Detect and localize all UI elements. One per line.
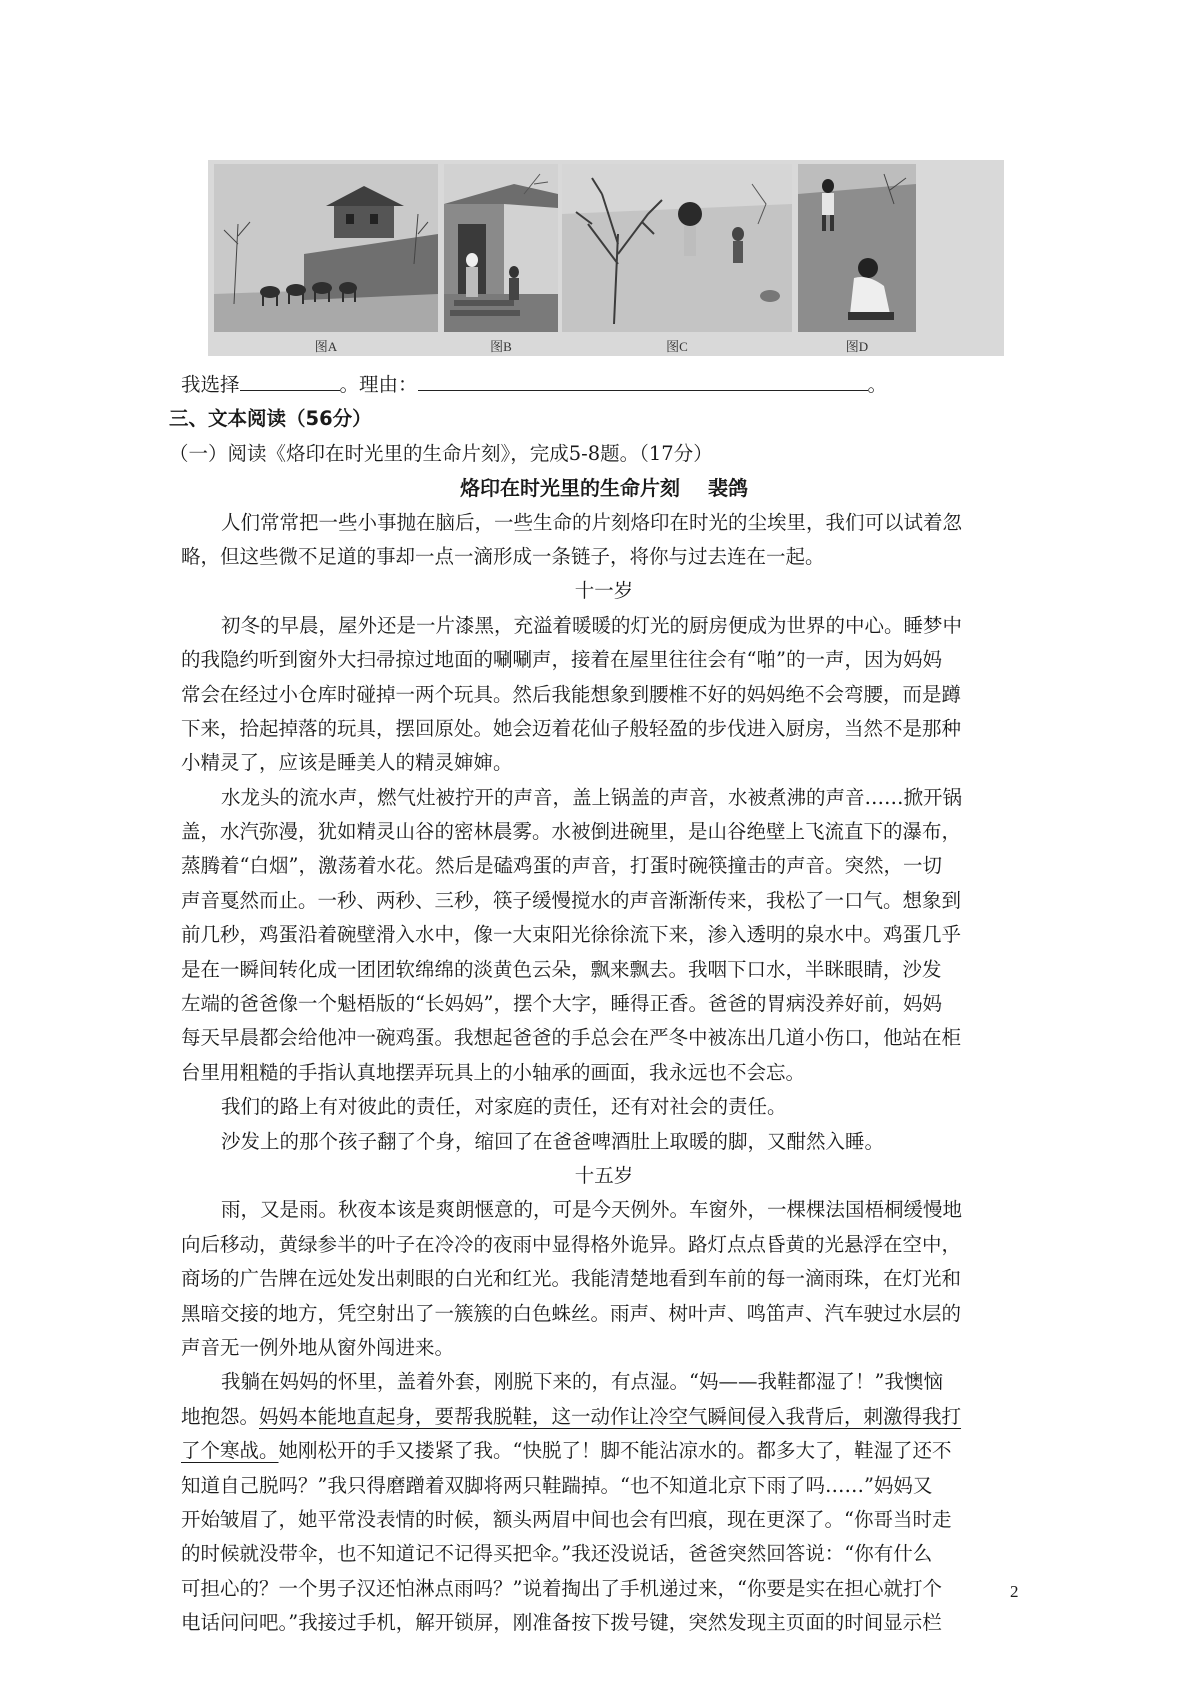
part2-p1-line: 声音无一例外地从窗外闯进来。 xyxy=(181,1335,455,1359)
part1-p1-line: 初冬的早晨，屋外还是一片漆黑，充溢着暖暖的灯光的厨房便成为世界的中心。睡梦中 xyxy=(221,613,963,637)
courtyard-family-doorway-sketch-icon xyxy=(444,164,558,332)
tree-children-yard-sketch-icon xyxy=(562,164,792,332)
part2-p2-line: 开始皱眉了，她平常没表情的时候，额头两眉中间也会有凹痕，现在更深了。“你哥当时走 xyxy=(181,1507,952,1531)
two-children-grass-sketch-icon xyxy=(798,164,916,332)
page-number: 2 xyxy=(1010,1582,1019,1601)
figure-a-caption: 图A xyxy=(314,339,338,354)
figure-a-image xyxy=(214,164,438,332)
part1-p2-line: 声音戛然而止。一秒、两秒、三秒，筷子缓慢搅水的声音渐渐传来，我松了一口气。想象到 xyxy=(181,888,962,912)
sub-heading: （一）阅读《烙印在时光里的生命片刻》，完成5-8题。（17分） xyxy=(169,441,713,465)
document-body xyxy=(169,368,1027,1640)
part1-p4: 沙发上的那个孩子翻了个身，缩回了在爸爸啤酒肚上取暖的脚，又酣然入睡。 xyxy=(221,1129,885,1153)
part1-p1-line: 常会在经过小仓库时碰掉一两个玩具。然后我能想象到腰椎不好的妈妈绝不会弯腰，而是蹲 xyxy=(181,682,962,706)
part2-p2-line: 可担心的？一个男子汉还怕淋点雨吗？”说着掏出了手机递过来，“你要是实在担心就打个 xyxy=(181,1576,942,1600)
part1-p2-line: 每天早晨都会给他冲一碗鸡蛋。我想起爸爸的手总会在严冬中被冻出几道小伤口，他站在柜 xyxy=(181,1026,962,1050)
part1-p1-line: 的我隐约听到窗外大扫帚掠过地面的唰唰声，接着在屋里往往会有“啪”的一声，因为妈妈 xyxy=(181,648,942,672)
part1-p2-line: 盖，水汽弥漫，犹如精灵山谷的密林晨雾。水被倒进碗里，是山谷绝壁上飞流直下的瀑布， xyxy=(181,820,962,844)
figure-strip xyxy=(208,160,1004,356)
part1-heading: 十一岁 xyxy=(574,579,634,603)
article-author: 裴鸽 xyxy=(708,476,748,501)
part2-p1-line: 向后移动，黄绿参半的叶子在冷冷的夜雨中显得格外诡异。路灯点点昏黄的光悬浮在空中， xyxy=(181,1232,962,1256)
figure-c-image xyxy=(562,164,792,332)
part2-p1-line: 商场的广告牌在远处发出刺眼的白光和红光。我能清楚地看到车前的每一滴雨珠，在灯光和 xyxy=(181,1267,962,1291)
part2-p2-line: 我躺在妈妈的怀里，盖着外套，刚脱下来的，有点湿。“妈——我鞋都湿了！”我懊恼 xyxy=(221,1370,943,1394)
figure-d-caption: 图D xyxy=(845,339,869,354)
part1-p1-line: 小精灵了，应该是睡美人的精灵婶婶。 xyxy=(181,751,513,775)
choice-blank[interactable] xyxy=(240,370,340,391)
part2-p2-line xyxy=(181,1434,1027,1468)
part1-p2-line: 前几秒，鸡蛋沿着碗壁滑入水中，像一大束阳光徐徐流下来，渗入透明的泉水中。鸡蛋几乎 xyxy=(181,923,962,947)
choose-label: 我选择 xyxy=(181,373,240,396)
figure-b-caption: 图B xyxy=(490,339,512,354)
part1-p2-line: 是在一瞬间转化成一团团软绵绵的淡黄色云朵，飘来飘去。我咽下口水，半眯眼睛，沙发 xyxy=(181,957,942,981)
part1-p3: 我们的路上有对彼此的责任，对家庭的责任，还有对社会的责任。 xyxy=(221,1095,787,1119)
part2-p2-plain: 地抱怨。 xyxy=(181,1404,260,1428)
part1-p1-line: 下来，拾起掉落的玩具，摆回原处。她会迈着花仙子般轻盈的步伐进入厨房，当然不是那种 xyxy=(181,716,962,740)
article-title-line xyxy=(181,471,1027,505)
underlined-sentence-end: 了个寒战。 xyxy=(181,1439,279,1463)
article-title: 烙印在时光里的生命片刻 xyxy=(460,476,680,501)
intro-line: 人们常常把一些小事抛在脑后，一些生命的片刻烙印在时光的尘埃里，我们可以试着忽 xyxy=(221,510,963,534)
part2-p1-line: 雨，又是雨。秋夜本该是爽朗惬意的，可是今天例外。车窗外，一棵棵法国梧桐缓慢地 xyxy=(221,1198,963,1222)
figure-b-image xyxy=(444,164,558,332)
answer-line xyxy=(181,368,1027,402)
reason-blank[interactable] xyxy=(418,370,868,391)
part2-p1-line: 黑暗交接的地方，凭空射出了一簇簇的白色蛛丝。雨声、树叶声、鸣笛声、汽车驶过水层的 xyxy=(181,1301,962,1325)
part2-p2-line: 电话问问吧。”我接过手机，解开锁屏，刚准备按下拨号键，突然发现主页面的时间显示栏 xyxy=(181,1611,942,1635)
underlined-sentence: 妈妈本能地直起身，要帮我脱鞋，这一动作让冷空气瞬间侵入我背后，刺激得我打 xyxy=(259,1404,962,1428)
part2-p2-plain: 她刚松开的手又搂紧了我。“快脱了！脚不能沾凉水的。都多大了，鞋湿了还不 xyxy=(278,1439,952,1463)
part2-p2-line: 的时候就没带伞，也不知道记不记得买把伞。”我还没说话，爸爸突然回答说：“你有什么 xyxy=(181,1542,933,1566)
part1-p2-line: 水龙头的流水声，燃气灶被拧开的声音，盖上锅盖的声音，水被煮沸的声音……掀开锅 xyxy=(221,785,963,809)
part1-p2-line: 左端的爸爸像一个魁梧版的“长妈妈”，摆个大字，睡得正香。爸爸的胃病没养好前，妈妈 xyxy=(181,992,942,1016)
part2-p2-line: 知道自己脱吗？”我只得磨蹭着双脚将两只鞋踹掉。“也不知道北京下雨了吗……”妈妈又 xyxy=(181,1473,933,1497)
intro-line: 略，但这些微不足道的事却一点一滴形成一条链子，将你与过去连在一起。 xyxy=(181,544,825,568)
part2-heading: 十五岁 xyxy=(574,1163,634,1187)
section-heading: 三、文本阅读（56分） xyxy=(169,407,372,431)
city-wall-camel-caravan-sketch-icon xyxy=(214,164,438,332)
answer-line-end: 。 xyxy=(867,373,888,396)
part1-p2-line: 蒸腾着“白烟”，激荡着水花。然后是磕鸡蛋的声音，打蛋时碗筷撞击的声音。突然，一切 xyxy=(181,854,942,878)
part2-p2-line xyxy=(181,1400,1027,1434)
figure-c-caption: 图C xyxy=(666,339,688,354)
part1-p2-line: 台里用粗糙的手指认真地摆弄玩具上的小轴承的画面，我永远也不会忘。 xyxy=(181,1060,806,1084)
figure-d-image xyxy=(798,164,916,332)
reason-label: 。理由： xyxy=(339,373,418,396)
